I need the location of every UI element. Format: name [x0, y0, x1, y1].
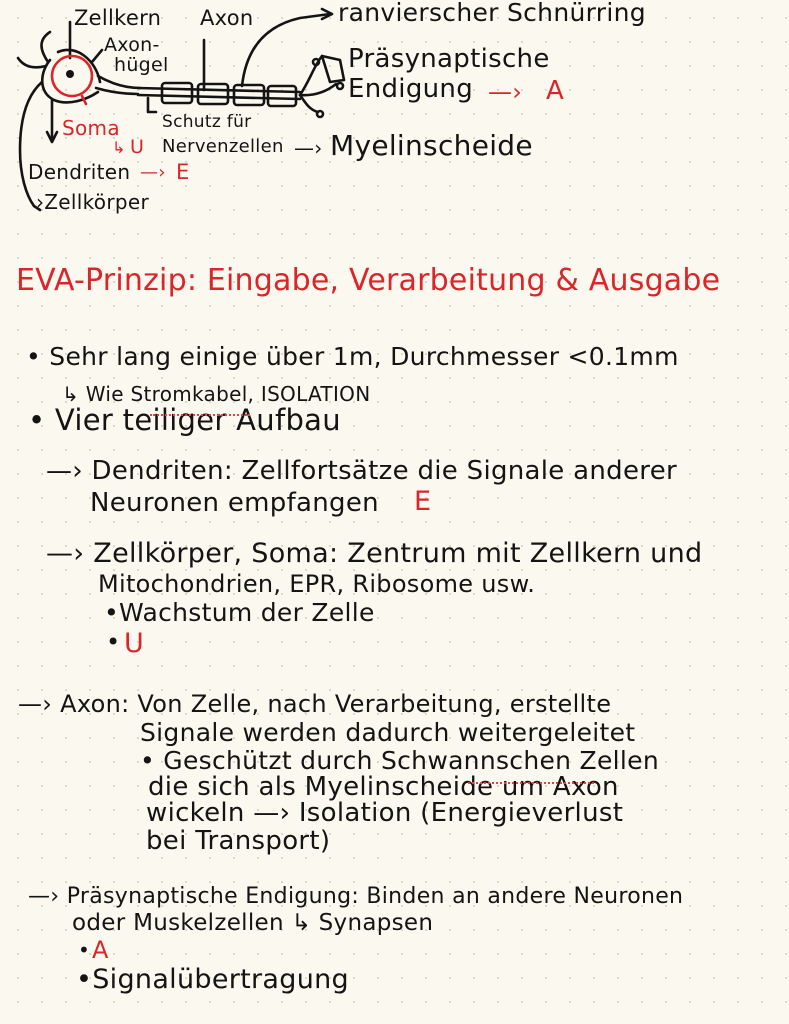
label-zellkoerper: ›Zellkörper	[36, 190, 149, 214]
label-axon: Axon	[200, 6, 254, 30]
note-dendriten-letter: E	[414, 486, 432, 517]
label-soma-arrow: ↳	[112, 138, 126, 157]
label-dendriten-letter: E	[176, 160, 190, 184]
label-schutz-2: Nervenzellen	[162, 136, 284, 157]
label-soma: Soma	[62, 116, 120, 140]
dotted-mark-aufbau	[150, 414, 250, 416]
note-axon-6: bei Transport)	[146, 826, 331, 856]
label-axonhuegel-1: Axon-	[104, 34, 160, 56]
dotted-mark-myelin	[468, 782, 594, 784]
label-ranvier-schnuerring: ranvierscher Schnürring	[338, 0, 646, 27]
note-zellkoerper-1: —› Zellkörper, Soma: Zentrum mit Zellkern und	[46, 538, 703, 569]
label-zellkern: Zellkern	[74, 6, 162, 30]
label-endigung-arrow: —›	[488, 78, 523, 106]
note-zellkoerper-3: •Wachstum der Zelle	[104, 598, 375, 627]
note-axon-3: • Geschützt durch Schwannschen Zellen	[140, 746, 659, 775]
label-axonhuegel-2: hügel	[114, 54, 169, 76]
note-axon-4: die sich als Myelinscheide um Axon	[148, 772, 619, 802]
note-praesyn-3: •Signalübertragung	[76, 964, 349, 995]
note-praesyn-2: oder Muskelzellen ↳ Synapsen	[72, 910, 434, 936]
note-dendriten-2: Neuronen empfangen	[90, 488, 379, 518]
note-dendriten-1: —› Dendriten: Zellfortsätze die Signale anderer	[46, 456, 677, 486]
label-endigung: Endigung	[348, 74, 473, 104]
note-line-aufbau: • Vier teiliger Aufbau	[28, 403, 341, 437]
label-praesynaptische: Präsynaptische	[348, 44, 550, 74]
note-praesyn-1: —› Präsynaptische Endigung: Binden an andere Neuronen	[28, 884, 684, 909]
note-zellkoerper-2: Mitochondrien, EPR, Ribosome usw.	[98, 570, 536, 598]
note-axon-2: Signale werden dadurch weitergeleitet	[140, 718, 636, 747]
note-axon-5: wickeln —› Isolation (Energieverlust	[146, 798, 624, 828]
label-soma-letter: U	[130, 136, 145, 158]
note-zellkoerper-bullet: •	[106, 628, 121, 656]
note-praesyn-bullet: •	[78, 938, 91, 962]
note-line-stromkabel: ↳ Wie Stromkabel, ISOLATION	[62, 382, 371, 406]
label-schutz-1: Schutz für	[162, 112, 252, 132]
note-praesyn-letter: A	[92, 936, 109, 964]
label-myelin-arrow: —›	[294, 136, 323, 160]
label-myelinscheide: Myelinscheide	[330, 129, 533, 162]
label-dendriten-arrow: —›	[140, 162, 166, 183]
note-zellkoerper-letter: U	[124, 628, 145, 659]
note-axon-1: —› Axon: Von Zelle, nach Verarbeitung, erstellte	[18, 690, 612, 718]
page-heading: EVA-Prinzip: Eingabe, Verarbeitung & Ausgabe	[16, 263, 721, 298]
label-endigung-letter: A	[546, 76, 565, 106]
label-dendriten: Dendriten	[28, 160, 131, 184]
note-line-length: • Sehr lang einige über 1m, Durchmesser <0.1mm	[26, 342, 679, 371]
